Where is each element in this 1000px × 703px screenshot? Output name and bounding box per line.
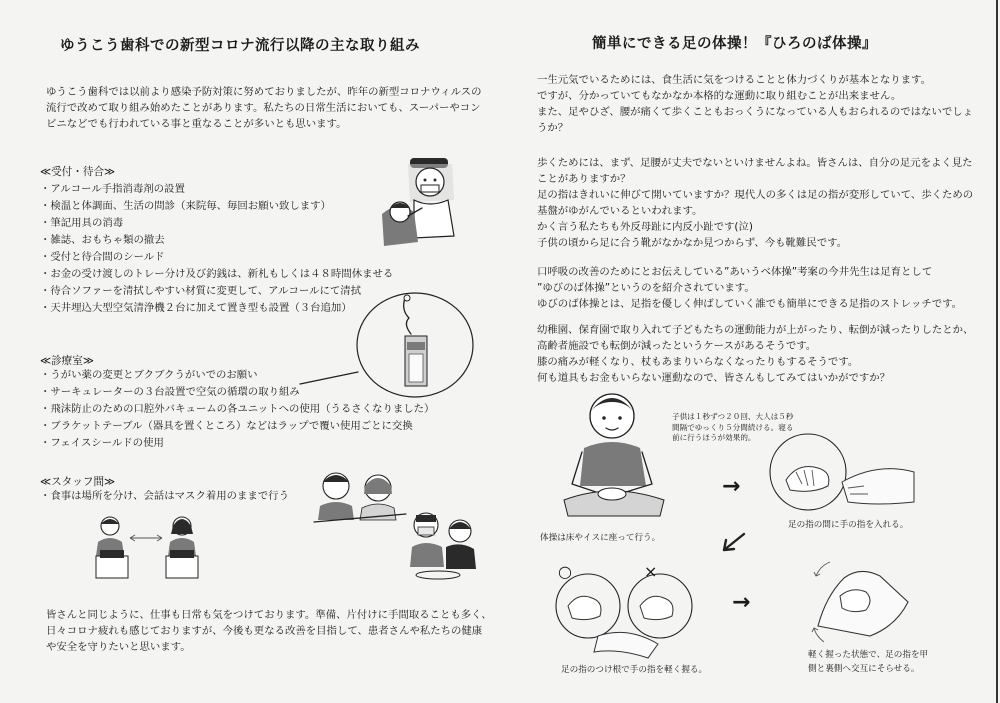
list-item: ・雑誌、おもちゃ類の撤去 (40, 234, 165, 246)
sitting-boy-illustration (560, 388, 670, 528)
caption-bend (808, 648, 928, 676)
text-line: 幼稚園、保育園で取り入れて子どもたちの運動能力が上がったり、転倒が減ったりしたとか、 (537, 324, 974, 336)
bend-toes-illustration (800, 556, 920, 646)
text-line: 何も道具もお金もいらない運動なので、皆さんもしてみてはいかがですか？ (537, 372, 891, 384)
text-line: 足の指はきれいに伸びて開いていますか？現代人の多くは足の指が変形していて、歩くための (537, 189, 974, 201)
page-edge-line (996, 0, 998, 703)
text-line: うか？ (537, 122, 569, 134)
clinic-list (40, 367, 434, 452)
text-line: かく言う私たちも外反母趾に内反小趾です(泣) (537, 221, 753, 233)
text-line: 側と裏側へ交互にそらせる。 (808, 664, 920, 674)
left-title: ゆうこう歯科での新型コロナ流行以降の主な取り組み (60, 38, 420, 54)
text-line: 一生元気でいるためには、食生活に気をつけることと体力づくりが基本となります。 (537, 74, 932, 86)
left-closing (46, 607, 492, 655)
list-item: ・検温と体調面、生活の問診（来院毎、毎回お願い致します） (40, 200, 331, 212)
arrow-right-2: → (732, 590, 751, 615)
staff-heading: ≪スタッフ間≫ (40, 476, 116, 488)
kids-talking-illustration (306, 462, 416, 532)
text-line: ゆびのば体操とは、足指を優しく伸ばしていく誰でも簡単にできる足指のストレッチです。 (537, 298, 963, 310)
insert-fingers-illustration (768, 432, 918, 518)
reception-list (40, 181, 393, 317)
right-paragraph-1 (537, 72, 973, 136)
text-line: ゆうこう歯科では以前より感染予防対策に努めておりましたが、昨年の新型コロナウィルスの (46, 86, 482, 98)
text-line: 流行で改めて取り組み始めたことがあります。私たちの日常生活においても、スーパーやコン (46, 102, 481, 114)
right-title: 簡単にできる足の体操！『ひろのば体操』 (592, 36, 877, 52)
left-intro (46, 84, 481, 132)
text-line: 膝の痛みが軽くなり、杖もあまりいらなくなったりもするそうです。 (537, 356, 859, 368)
text-line: 子供の頃から足に合う靴がなかなか見つからず、今も靴難民です。 (537, 237, 848, 249)
dentist-illustration (378, 150, 468, 250)
separated-meal-illustration (90, 512, 220, 582)
list-item: ・天井埋込大型空気清浄機２台に加えて置き型も設置（３台追加） (40, 302, 352, 314)
text-line: 前に行うほうが効果的。 (672, 433, 756, 442)
text-line: ”ゆびのば体操”というのを紹介されています。 (537, 282, 755, 294)
text-line: また、足やひざ、腰が痛くて歩くこともおっくうになっている人もおられるのではないでしょ (537, 106, 973, 118)
text-line: ビニなどでも行われている事と重なることが多いとも思います。 (46, 118, 347, 130)
list-item: ・サーキュレーターの３台設置で空気の循環の取り組み (40, 386, 300, 398)
text-line: 日々コロナ疲れも感じておりますが、今後も更なる改善を目指して、患者さんや私たちの健康 (46, 625, 483, 637)
ng-mark: × (644, 562, 658, 581)
text-line: 高齢者施設でも転倒が減ったというケースがあるそうです。 (537, 340, 817, 352)
caption-grip: 足の指のつけ根で手の指を軽く握る。 (561, 665, 708, 675)
list-item: ・受付と待合間のシールド (40, 251, 165, 263)
list-item: ・待合ソファーを清拭しやすい材質に変更して、アルコールにて清拭 (40, 285, 362, 297)
arrow-down-left (718, 532, 748, 554)
text-line: 間隔でゆっくり５分間続ける。寝る (672, 422, 794, 432)
text-line: 軽く握った状態で、足の指を甲 (808, 650, 929, 660)
list-item: ・フェイスシールドの使用 (40, 437, 164, 449)
list-item: ・飛沫防止のための口腔外バキュームの各ユニットへの使用（うるさくなりました） (40, 403, 435, 415)
text-line: ことがありますか？ (537, 173, 631, 185)
text-line: や安全を守りたいと思います。 (46, 641, 191, 653)
text-line: 口呼吸の改善のためにとお伝えしている”あいうべ体操”考案の今井先生は足育として (537, 266, 933, 278)
list-item: ・ブラケットテーブル（器具を置くところ）などはラップで覆い使用ごとに交換 (40, 420, 413, 432)
right-paragraph-4 (537, 322, 973, 386)
list-item: ・食事は場所を分け、会話はマスク着用のままで行う (40, 490, 289, 502)
list-item: ・筆記用具の消毒 (40, 217, 124, 229)
text-line: 基盤がゆがんでいるといわれます。 (537, 205, 703, 217)
caption-insert: 足の指の間に手の指を入れる。 (788, 520, 909, 530)
staff-list (40, 488, 289, 505)
list-item: ・うがい薬の変更とブクブクうがいでのお願い (40, 369, 258, 381)
text-line: 皆さんと同じように、仕事も日常も気をつけております。準備、片付けに手間取ることも多く、 (46, 609, 492, 621)
list-item: ・アルコール手指消毒剤の設置 (40, 183, 185, 195)
ok-mark: ○ (558, 562, 572, 581)
list-item: ・お金の受け渡しのトレー分け及び釣銭は、新札もしくは４８時間休ませる (40, 268, 394, 280)
text-line: 歩くためには、まず、足腰が丈夫でないといけませんよね。皆さんは、自分の足元をよく見た (537, 157, 973, 169)
text-line: ですが、分かっていてもなかなか本格的な運動に取り組むことが出来ません。 (537, 90, 902, 102)
dental-care-kids-illustration (404, 505, 484, 580)
arrow-right-1: → (722, 474, 741, 499)
right-paragraph-3 (537, 264, 962, 312)
reception-heading: ≪受付・待合≫ (40, 166, 116, 178)
text-line: 子供は１秒ずつ２０回、大人は５秒 (672, 412, 794, 421)
clinic-heading: ≪診療室≫ (40, 355, 94, 367)
caption-sit: 体操は床やイスに座って行う。 (540, 533, 661, 543)
right-paragraph-2 (537, 155, 973, 251)
